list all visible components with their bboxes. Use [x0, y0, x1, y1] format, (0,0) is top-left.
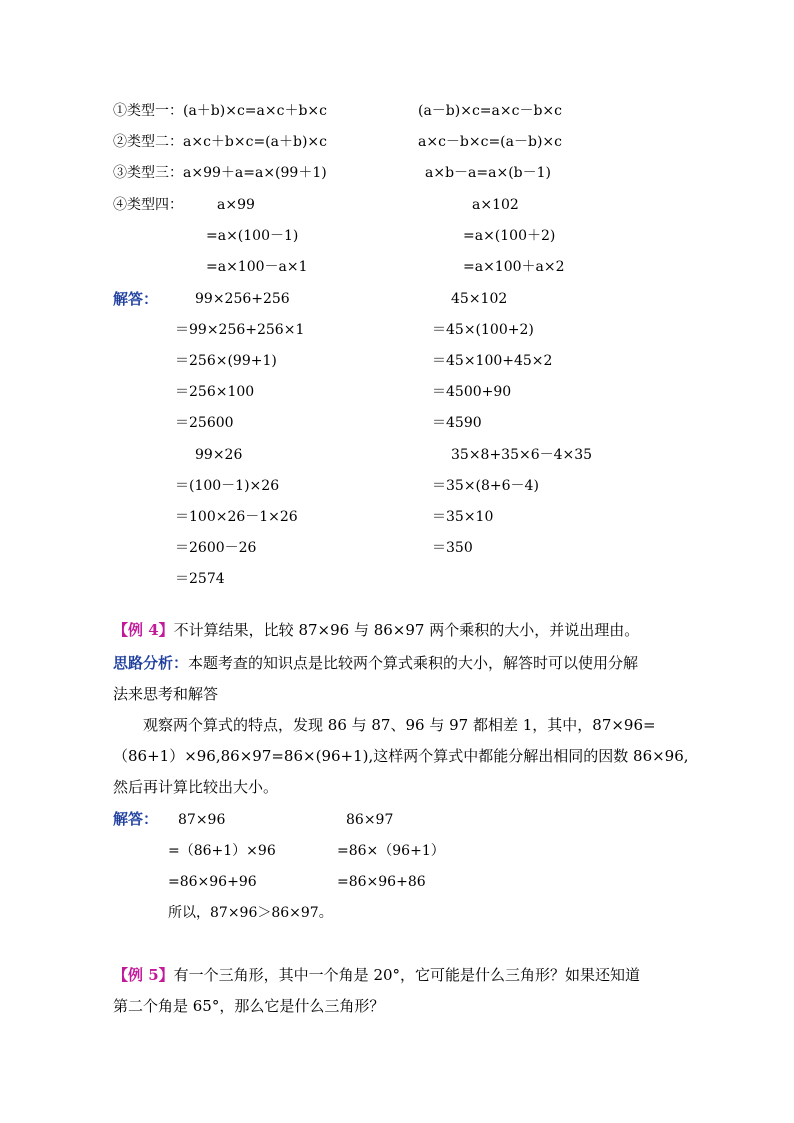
observation-line-3: 然后再计算比较出大小。	[113, 778, 279, 796]
example4-question: 不计算结果，比较 87×96 与 86×97 两个乘积的大小，并说出理由。	[173, 621, 640, 639]
calc-line: ＝2574	[175, 571, 225, 587]
calc-line: ＝256×(99+1)	[175, 353, 277, 369]
calc-line: ＝99×256+256×1	[175, 322, 305, 338]
calc-line: ＝35×10	[432, 509, 494, 525]
type4-left-line: =a×(100－1)	[206, 228, 299, 244]
calc-line: =86×96+96	[168, 874, 257, 890]
calc-line: ＝350	[432, 540, 473, 556]
analysis-text: 本题考查的知识点是比较两个算式乘积的大小，解答时可以使用分解	[188, 654, 639, 672]
analysis-line-2: 法来思考和解答	[113, 685, 219, 703]
calc-line: ＝100×26－1×26	[175, 509, 298, 525]
example5-question: 有一个三角形，其中一个角是 20°，它可能是什么三角形？如果还知道	[173, 966, 641, 984]
example5-line-2: 第二个角是 65°，那么它是什么三角形？	[113, 997, 385, 1015]
calc-line: =86×（96+1）	[337, 843, 445, 859]
type3-formula-left: ③类型三：a×99＋a=a×(99＋1)	[113, 165, 327, 181]
solution-label-2: 解答：	[113, 810, 159, 828]
example4-tag: 【例 4】	[113, 621, 174, 639]
calc-line: ＝4500+90	[432, 384, 512, 400]
analysis-label: 思路分析：	[113, 654, 189, 672]
conclusion: 所以，87×96＞86×97。	[168, 905, 333, 921]
calc-line: ＝25600	[175, 415, 234, 431]
calc-line: 87×96	[178, 812, 226, 828]
example4-heading	[113, 620, 639, 640]
calc-line: 99×256+256	[195, 291, 290, 307]
calc-line: ＝4590	[432, 415, 482, 431]
calc-line: ＝(100－1)×26	[175, 478, 280, 494]
type2-formula-right: a×c－b×c=(a－b)×c	[418, 134, 562, 150]
calc-line: ＝256×100	[175, 384, 255, 400]
calc-line: 99×26	[195, 447, 243, 463]
example5-tag: 【例 5】	[113, 966, 174, 984]
calc-line: ＝35×(8+6－4)	[432, 478, 539, 494]
type4-right-line: a×102	[472, 197, 519, 213]
calc-line: =（86+1）×96	[168, 843, 276, 859]
calc-line: 45×102	[451, 291, 508, 307]
type4-right-line: =a×100＋a×2	[463, 259, 565, 275]
type4-right-line: =a×(100＋2)	[463, 228, 556, 244]
calc-line: ＝45×(100+2)	[432, 322, 534, 338]
observation-line-1: 观察两个算式的特点，发现 86 与 87、96 与 97 都相差 1，其中，87×96=	[143, 716, 656, 734]
calc-line: 35×8+35×6－4×35	[451, 447, 593, 463]
type4-left-line: a×99	[217, 197, 255, 213]
type4-left-line: =a×100－a×1	[206, 259, 308, 275]
calc-line: ＝45×100+45×2	[432, 353, 553, 369]
example5-heading	[113, 965, 640, 985]
type1-formula-left: ①类型一：(a＋b)×c=a×c＋b×c	[113, 103, 327, 119]
calc-line: ＝2600－26	[175, 540, 257, 556]
calc-line: =86×96+86	[337, 874, 426, 890]
type1-formula-right: (a－b)×c=a×c－b×c	[418, 103, 562, 119]
type4-label: ④类型四：	[113, 197, 183, 213]
type3-formula-right: a×b－a=a×(b－1)	[425, 165, 551, 181]
calc-line: 86×97	[346, 812, 394, 828]
solution-label: 解答：	[113, 290, 159, 308]
observation-line-2: （86+1）×96,86×97=86×(96+1),这样两个算式中都能分解出相同的因数 86×96,	[113, 747, 689, 765]
type2-formula-left: ②类型二：a×c＋b×c=(a＋b)×c	[113, 134, 327, 150]
analysis-line	[113, 653, 638, 673]
